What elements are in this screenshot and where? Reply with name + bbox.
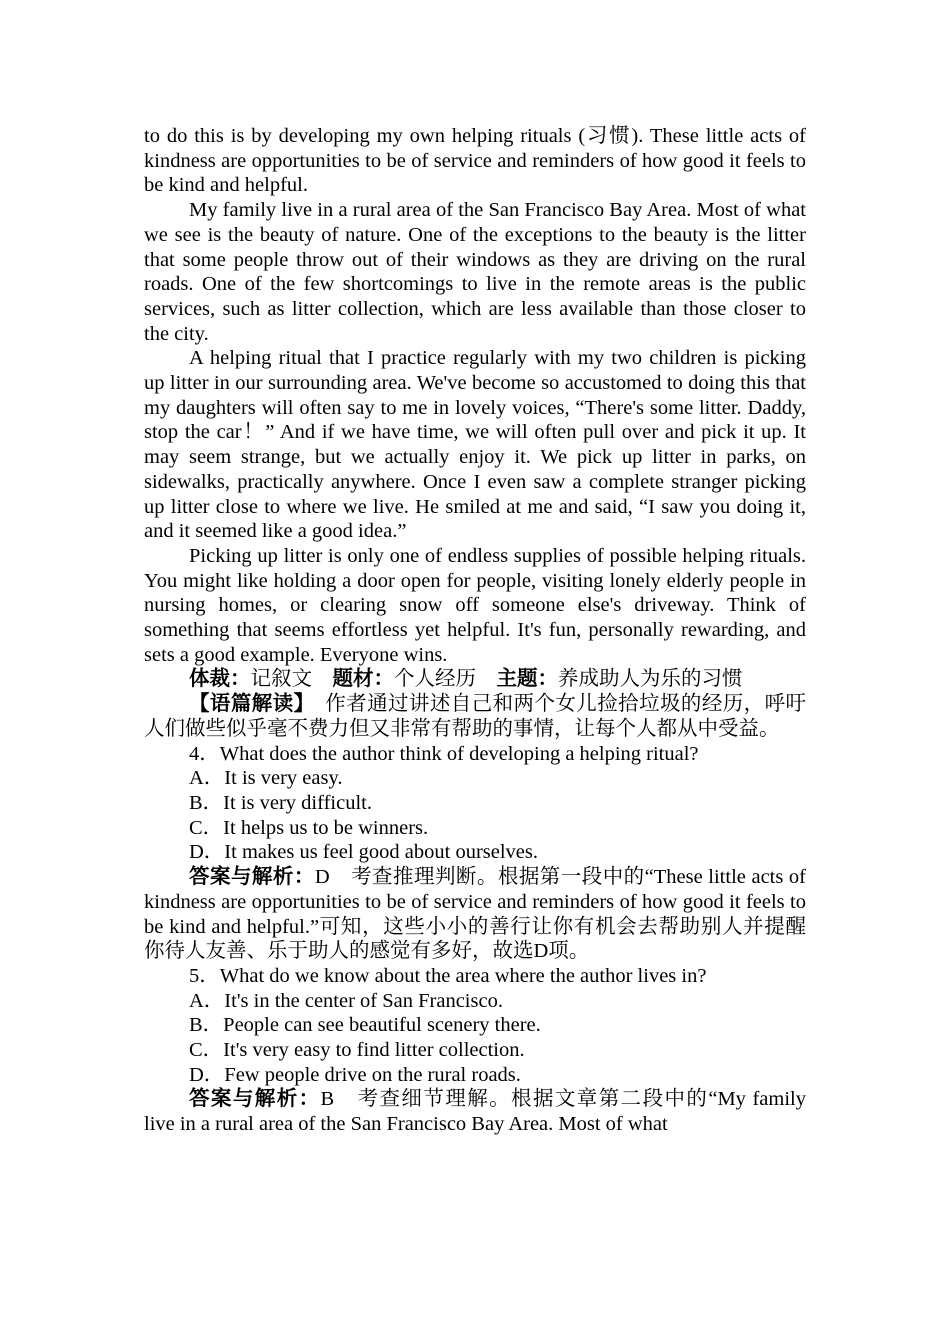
passage-paragraph-3: A helping ritual that I practice regularly with my two children is picking up litter in our surrounding area. We've become so accustomed to doing this that my daughters will often say to me in lovely voices, “There's some litter. Daddy, stop the car！” And if we have time, we will often pull over and pick it up. It may seem strange, but we actually enjoy it. We pick up litter in parks, on sidewalks, practically anywhere. Once I even saw a complete stranger picking up litter close to where we live. He smiled at me and said, “I saw you doing it, and it seemed like a good idea.” <box>144 347 806 543</box>
passage-paragraph-4: Picking up litter is only one of endless supplies of possible helping rituals. You might like holding a door open for people, visiting lonely elderly people in nursing homes, or clearing snow off someone else's driveway. Think of something that seems effortless yet helpful. It's fun, personally rewarding, and sets a good example. Everyone wins. <box>144 544 806 666</box>
theme-label: 主题： <box>496 668 558 691</box>
question-5-answer-text: B 考查细节理解。根据文章第二段中的“My family live in a rural area of the San Francisco Bay Area. Most of what <box>144 1088 806 1136</box>
question-4-answer-text: D 考查推理判断。根据第一段中的“These little acts of kindness are opportunities to be of service and reminders of how good it feels to be kind and helpful.”可知，这些小小的善行让你有机会去帮助别人并提醒你待人友善、乐于助人的感觉有多好，故选D项。 <box>144 866 807 963</box>
reading-label: 【语篇解读】 <box>189 693 305 716</box>
question-4-option-b: B．It is very difficult. <box>189 791 372 814</box>
question-4-option-c: C．It helps us to be winners. <box>189 816 429 839</box>
question-4-answer-label: 答案与解析： <box>189 866 315 889</box>
theme-value: 养成助人为乐的习惯 <box>558 668 743 691</box>
passage-meta <box>144 667 806 692</box>
reading-summary <box>144 692 806 741</box>
question-5-stem: 5．What do we know about the area where the author lives in? <box>189 964 707 987</box>
question-5-option-c: C．It's very easy to find litter collection. <box>189 1039 525 1062</box>
question-5-option-d: D．Few people drive on the rural roads. <box>189 1063 521 1086</box>
question-5-option-a: A．It's in the center of San Francisco. <box>189 989 503 1012</box>
document-page <box>144 124 806 1137</box>
question-4-option-d: D．It makes us feel good about ourselves. <box>189 841 538 864</box>
topic-label: 题材： <box>332 668 394 691</box>
genre-label: 体裁： <box>189 668 251 691</box>
question-5-answer-label: 答案与解析： <box>189 1088 321 1111</box>
topic-value: 个人经历 <box>394 668 476 691</box>
reading-text: 作者通过讲述自己和两个女儿捡拾垃圾的经历，呼吁人们做些似乎毫不费力但又非常有帮助的事情，让每个人都从中受益。 <box>144 693 807 740</box>
genre-value: 记叙文 <box>250 668 312 691</box>
question-4-answer <box>144 865 806 964</box>
passage-paragraph-2: My family live in a rural area of the San Francisco Bay Area. Most of what we see is the beauty of nature. One of the exceptions to the beauty is the litter that some people throw out of their windows as they are driving on the rural roads. One of the few shortcomings to live in the remote areas is the public services, such as litter collection, which are less available than those closer to the city. <box>144 199 806 345</box>
question-4-stem: 4．What does the author think of developing a helping ritual? <box>189 742 699 765</box>
question-5-answer <box>144 1087 806 1136</box>
passage-paragraph-1: to do this is by developing my own helping rituals (习惯). These little acts of kindness are opportunities to be of service and reminders of how good it feels to be kind and helpful. <box>144 125 806 197</box>
question-4-option-a: A．It is very easy. <box>189 767 343 790</box>
question-5-option-b: B．People can see beautiful scenery there. <box>189 1014 541 1037</box>
